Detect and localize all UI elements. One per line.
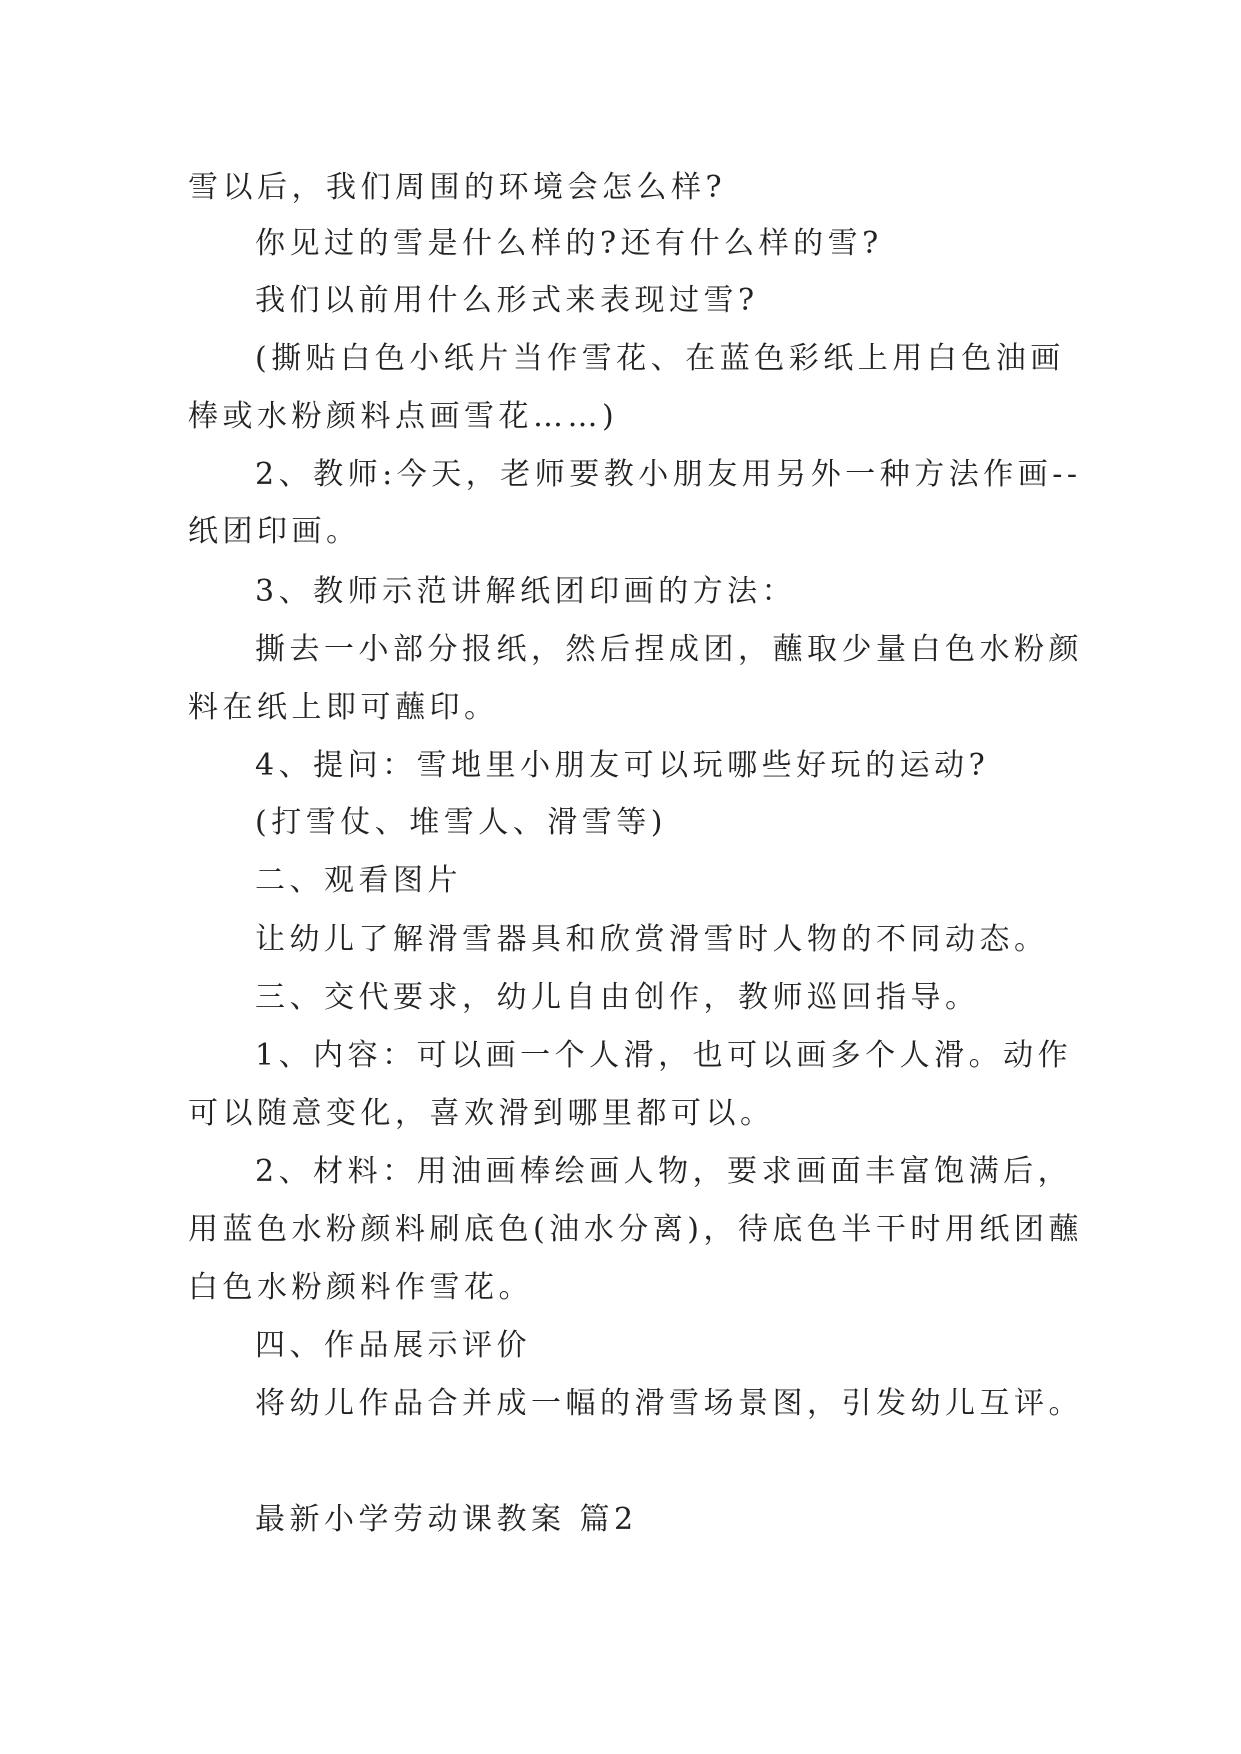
body-line-note: (打雪仗、堆雪人、滑雪等) <box>255 805 667 840</box>
article-section-title: 最新小学劳动课教案 篇2 <box>255 1502 638 1537</box>
body-line-note: (撕贴白色小纸片当作雪花、在蓝色彩纸上用白色油画 <box>255 341 1065 376</box>
body-line-continuation: 棒或水粉颜料点画雪花……) <box>188 399 619 434</box>
body-line-step: 4、提问：雪地里小朋友可以玩哪些好玩的运动? <box>255 748 990 783</box>
body-line-continuation: 可以随意变化，喜欢滑到哪里都可以。 <box>188 1096 775 1131</box>
body-line-paragraph: 撕去一小部分报纸，然后捏成团，蘸取少量白色水粉颜 <box>255 632 1083 667</box>
body-line-question: 我们以前用什么形式来表现过雪? <box>255 283 759 318</box>
body-line-continuation: 纸团印画。 <box>188 514 361 549</box>
body-line-question: 你见过的雪是什么样的?还有什么样的雪? <box>255 226 883 261</box>
body-line-continuation: 料在纸上即可蘸印。 <box>188 690 499 725</box>
body-line-step: 1、内容：可以画一个人滑，也可以画多个人滑。动作 <box>255 1038 1073 1073</box>
section-heading-3: 三、交代要求，幼儿自由创作，教师巡回指导。 <box>255 980 980 1015</box>
section-heading-2: 二、观看图片 <box>255 863 462 898</box>
body-line-step: 2、材料：用油画棒绘画人物，要求画面丰富饱满后， <box>255 1154 1073 1189</box>
body-line-step: 3、教师示范讲解纸团印画的方法： <box>255 574 797 609</box>
body-line-continuation: 用蓝色水粉颜料刷底色(油水分离)，待底色半干时用纸团蘸 <box>188 1212 1083 1247</box>
body-line-continuation: 白色水粉颜料作雪花。 <box>188 1270 533 1305</box>
body-line-step: 2、教师:今天，老师要教小朋友用另外一种方法作画-- <box>255 457 1082 492</box>
section-heading-4: 四、作品展示评价 <box>255 1328 531 1363</box>
body-line-continuation: 雪以后，我们周围的环境会怎么样? <box>188 170 727 205</box>
body-line-paragraph: 让幼儿了解滑雪器具和欣赏滑雪时人物的不同动态。 <box>255 922 1049 957</box>
body-line-paragraph: 将幼儿作品合并成一幅的滑雪场景图，引发幼儿互评。 <box>255 1386 1083 1421</box>
